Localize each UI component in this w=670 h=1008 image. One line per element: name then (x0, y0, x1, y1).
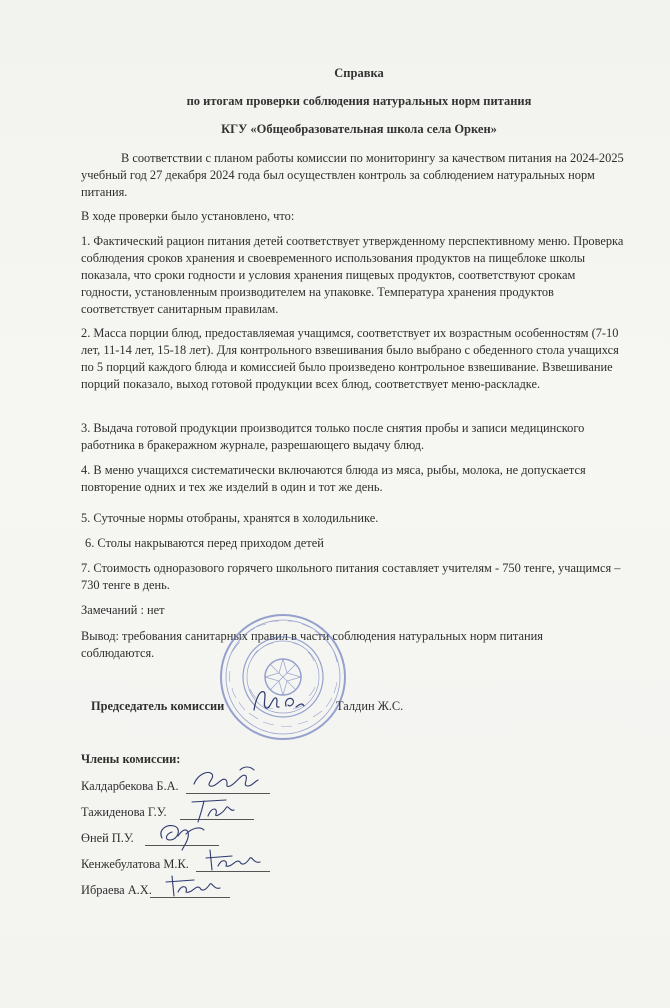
item-1: 1. Фактический рацион питания детей соответствует утвержденному перспективному меню. Проверка соблюдения сроков хранения и своевременного использования продуктов на пищеблоке школы показала, что сроки годности и условия хранения пищевых продуктов, соответствуют срокам годности, установленным производителем на упаковке. Температура хранения продуктов соответствует санитарным правилам. (81, 234, 624, 316)
item-2: 2. Масса порции блюд, предоставляемая учащимся, соответствует их возрастным особенностям (7-10 лет, 11-14 лет, 15-18 лет). Для контрольного взвешивания было выбрано с обеденного стола учащихся по 5 порций каждого блюда и комиссией было произведено контрольное взвешивание. Взвешивание порций показало, выход готовой продукции всех блюд, соответствует меню-раскладке. (81, 326, 619, 391)
item-6: 6. Столы накрываются перед приходом детей (85, 536, 324, 550)
member-name: Кенжебулатова М.К. (81, 857, 189, 871)
remarks: Замечаний : нет (81, 603, 165, 617)
chairman-name: Талдин Ж.С. (336, 699, 404, 713)
member-signature (188, 762, 268, 796)
document-title: Справка (334, 66, 384, 80)
school-name: КГУ «Общеобразовательная школа села Оркен» (221, 122, 497, 136)
item-7: 7. Стоимость одноразового горячего школьного питания составляет учителям - 750 тенге, учащимся – 730 тенге в день. (81, 561, 621, 592)
item-3: 3. Выдача готовой продукции производится только после снятия пробы и записи медицинского работника в бракеражном журнале, разрешающего выдачу блюд. (81, 421, 585, 452)
document-subtitle: по итогам проверки соблюдения натуральных норм питания (186, 94, 532, 108)
item-4: 4. В меню учащихся систематически включаются блюда из мяса, рыбы, молока, не допускается повторение одних и тех же изделий в один и тот же день. (81, 463, 586, 494)
found-paragraph: В ходе проверки было установлено, что: (81, 209, 295, 223)
official-stamp (218, 612, 348, 742)
item-5: 5. Суточные нормы отобраны, хранятся в холодильнике. (81, 511, 379, 525)
member-name: Тажиденова Г.У. (81, 805, 167, 819)
conclusion: Вывод: требования санитарных правил в части соблюдения натуральных норм питания соблюдаются. (81, 629, 543, 660)
intro-paragraph: В соответствии с планом работы комиссии по мониторингу за качеством питания на 2024-2025 учебный год 27 декабря 2024 года был осуществлен контроль за соблюдением натуральных норм питания. (81, 151, 624, 199)
chairman-signature (246, 684, 316, 718)
member-signature (162, 868, 228, 902)
chairman-label: Председатель комиссии (91, 699, 225, 713)
members-label: Члены комиссии: (81, 752, 181, 766)
member-name: Өней П.У. (81, 831, 134, 845)
member-name: Калдарбекова Б.А. (81, 779, 179, 793)
member-name: Ибраева А.Х. (81, 883, 152, 897)
